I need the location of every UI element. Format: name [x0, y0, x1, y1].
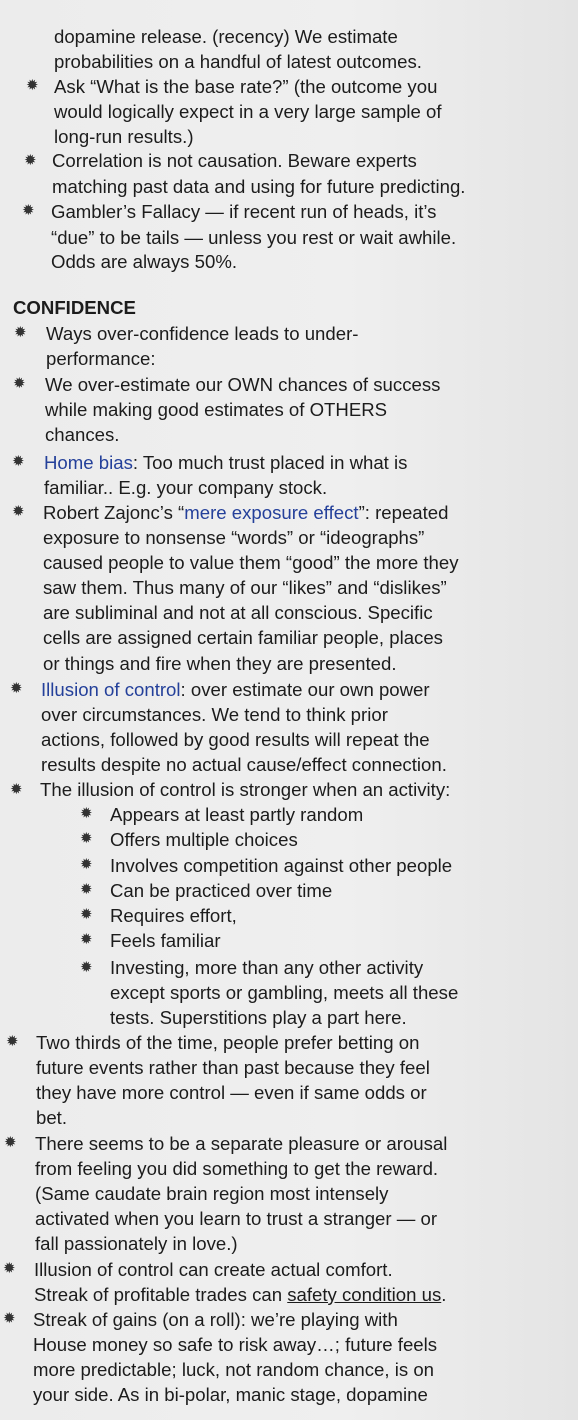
sub-bullet-icon: ✹: [80, 881, 93, 898]
list-item-line: The illusion of control is stronger when an activity:: [40, 779, 451, 800]
term-mere-exposure-effect: mere exposure effect: [184, 502, 359, 523]
sub-bullet-icon: ✹: [80, 906, 93, 923]
list-item-line: more predictable; luck, not random chance, is on: [33, 1359, 435, 1380]
bullet-icon: ✹: [4, 1134, 17, 1151]
list-item-line: bet.: [36, 1107, 68, 1128]
list-item-line: Odds are always 50%.: [51, 251, 238, 272]
list-item-line: caused people to value them “good” the more they: [43, 552, 459, 573]
term-home-bias: Home bias: [44, 452, 133, 473]
text-segment: .: [441, 1284, 447, 1305]
list-item-line: saw them. Thus many of our “likes” and “dislikes”: [43, 577, 447, 598]
list-item-line: future events rather than past because they feel: [36, 1057, 430, 1078]
sub-list-item: Feels familiar: [110, 930, 221, 951]
text-segment: Robert Zajonc’s “: [43, 502, 185, 523]
list-item-line: cells are assigned certain familiar people, places: [43, 627, 443, 648]
list-item-line: [44, 450, 407, 475]
bullet-icon: ✹: [24, 152, 37, 169]
sub-list-item: except sports or gambling, meets all these: [110, 982, 459, 1003]
list-item-line: your side. As in bi-polar, manic stage, dopamine: [33, 1384, 428, 1405]
sub-list-item: Can be practiced over time: [110, 880, 333, 901]
intro-line: probabilities on a handful of latest outcomes.: [54, 51, 422, 72]
list-item-line: long-run results.): [54, 126, 194, 147]
list-item-line: Gambler’s Fallacy — if recent run of heads, it’s: [51, 201, 437, 222]
list-item-line: would logically expect in a very large sample of: [54, 101, 442, 122]
underlined-phrase: safety condition us: [287, 1284, 442, 1305]
list-item-line: (Same caudate brain region most intensely: [35, 1183, 389, 1204]
list-item-line: [34, 1282, 446, 1307]
bullet-icon: ✹: [3, 1260, 16, 1277]
bullet-icon: ✹: [13, 375, 26, 392]
list-item-line: chances.: [45, 424, 120, 445]
text-segment: ”: repeated: [358, 502, 449, 523]
sub-bullet-icon: ✹: [80, 856, 93, 873]
list-item-line: actions, followed by good results will repeat the: [41, 729, 430, 750]
list-item-line: [43, 500, 449, 525]
bullet-icon: ✹: [10, 781, 23, 798]
text-segment: : Too much trust placed in what is: [132, 452, 408, 473]
sub-list-item: Appears at least partly random: [110, 804, 364, 825]
sub-list-item: Involves competition against other people: [110, 855, 453, 876]
sub-list-item: Offers multiple choices: [110, 829, 298, 850]
list-item-line: Ask “What is the base rate?” (the outcome you: [54, 76, 438, 97]
sub-bullet-icon: ✹: [80, 959, 93, 976]
list-item-line: Illusion of control can create actual comfort.: [34, 1259, 393, 1280]
text-segment: : over estimate our own power: [180, 679, 430, 700]
sub-list-item: Requires effort,: [110, 905, 237, 926]
list-item-line: Ways over-confidence leads to under-: [46, 323, 359, 344]
bullet-icon: ✹: [12, 453, 25, 470]
list-item-line: “due” to be tails — unless you rest or wait awhile.: [51, 227, 457, 248]
list-item-line: Streak of gains (on a roll): we’re playing with: [33, 1309, 398, 1330]
bullet-icon: ✹: [14, 324, 27, 341]
intro-line: dopamine release. (recency) We estimate: [54, 26, 398, 47]
list-item-line: fall passionately in love.): [35, 1233, 238, 1254]
sub-list-item: tests. Superstitions play a part here.: [110, 1007, 407, 1028]
sub-bullet-icon: ✹: [80, 931, 93, 948]
list-item-line: are subliminal and not at all conscious. Specific: [43, 602, 433, 623]
list-item-line: they have more control — even if same odds or: [36, 1082, 427, 1103]
list-item-line: or things and fire when they are presented.: [43, 653, 397, 674]
list-item-line: activated when you learn to trust a stranger — or: [35, 1208, 438, 1229]
sub-bullet-icon: ✹: [80, 805, 93, 822]
list-item-line: Two thirds of the time, people prefer betting on: [36, 1032, 420, 1053]
term-illusion-of-control: Illusion of control: [41, 679, 181, 700]
text-segment: Streak of profitable trades can: [34, 1284, 288, 1305]
list-item-line: We over-estimate our OWN chances of success: [45, 374, 441, 395]
list-item-line: while making good estimates of OTHERS: [45, 399, 388, 420]
list-item-line: There seems to be a separate pleasure or arousal: [35, 1133, 448, 1154]
bullet-icon: ✹: [6, 1033, 19, 1050]
list-item-line: from feeling you did something to get the reward.: [35, 1158, 439, 1179]
sub-bullet-icon: ✹: [80, 830, 93, 847]
list-item-line: exposure to nonsense “words” or “ideographs”: [43, 527, 425, 548]
list-item-line: House money so safe to risk away…; future feels: [33, 1334, 438, 1355]
bullet-icon: ✹: [12, 503, 25, 520]
bullet-icon: ✹: [10, 680, 23, 697]
list-item-line: performance:: [46, 348, 156, 369]
bullet-icon: ✹: [22, 202, 35, 219]
list-item-line: results despite no actual cause/effect connection.: [41, 754, 447, 775]
section-heading: CONFIDENCE: [13, 297, 136, 318]
list-item-line: matching past data and using for future predicting.: [52, 176, 466, 197]
list-item-line: [41, 677, 430, 702]
list-item-line: over circumstances. We tend to think prior: [41, 704, 388, 725]
list-item-line: Correlation is not causation. Beware experts: [52, 150, 417, 171]
bullet-icon: ✹: [26, 77, 39, 94]
sub-list-item: Investing, more than any other activity: [110, 957, 424, 978]
bullet-icon: ✹: [3, 1310, 16, 1327]
list-item-line: familiar.. E.g. your company stock.: [44, 477, 328, 498]
